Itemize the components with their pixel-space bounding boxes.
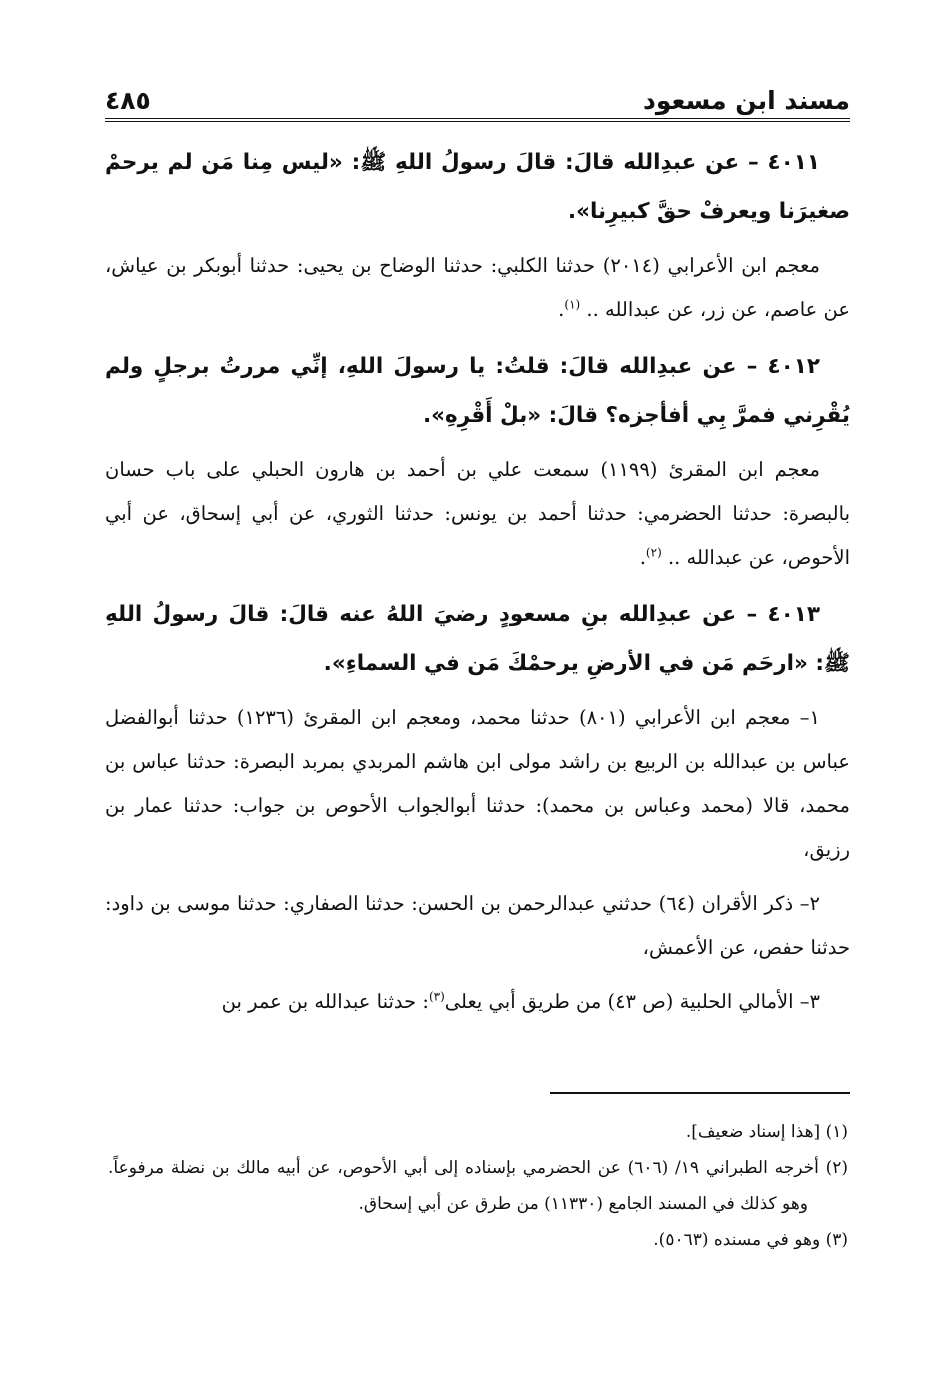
footnotes: [108, 1114, 848, 1258]
source-4012-text: معجم ابن المقرئ (١١٩٩) سمعت علي بن أحمد بن هارون الحبلي على باب حسان بالبصرة: حدثنا الحضرمي: حدثنا أحمد بن يونس: حدثنا الثوري، عن أبي إسحاق، عن أبي الأحوص، عن عبدالله ..: [105, 458, 850, 569]
hadith-4011: ٤٠١١ – عن عبدِالله قالَ: قالَ رسولُ اللهِ ﷺ: «ليس مِنا مَن لم يرحمْ صغيرَنا ويعرفْ حقَّ كبيرِنا».: [105, 150, 850, 224]
footnote-2: (٢) أخرجه الطبراني ١٩/ (٦٠٦) عن الحضرمي بإسناده إلى أبي الأحوص، عن أبيه مالك بن نضلة مرفوعاً. وهو كذلك في المسند الجامع (١١٣٣٠) من طرق عن أبي إسحاق.: [108, 1158, 849, 1214]
page-header: [105, 78, 850, 122]
page-body: [105, 138, 850, 1024]
footnote-separator: [550, 1092, 850, 1094]
page-number: ٤٨٥: [105, 86, 151, 115]
book-page: [105, 78, 850, 1034]
source-4011: معجم ابن الأعرابي (٢٠١٤) حدثنا الكلبي: حدثنا الوضاح بن يحيى: حدثنا أبوبكر بن عياش، عن عاصم، عن زر، عن عبدالله .. $^{(١)}$.: [105, 254, 850, 321]
source-4013-2: ٢– ذكر الأقران (٦٤) حدثني عبدالرحمن بن الحسن: حدثنا الصفاري: حدثنا موسى بن داود: حدثنا حفص، عن الأعمش،: [105, 892, 850, 959]
hadith-4012: ٤٠١٢ – عن عبدِالله قالَ: قلتُ: يا رسولَ اللهِ، إنِّي مررتُ برجلٍ ولم يُقْرِني فمرَّ بِي أفأجزه؟ قالَ: «بلْ أَقْرِهِ».: [105, 354, 850, 428]
footnote-ref-2: (٢): [645, 545, 662, 560]
source-4013-1: ١– معجم ابن الأعرابي (٨٠١) حدثنا محمد، ومعجم ابن المقرئ (١٢٣٦) حدثنا أبوالفضل عباس بن عبدالله بن الربيع بن راشد مولى ابن هاشم المربدي بمربد البصرة: حدثنا عباس بن محمد، قالا (محمد وعباس بن محمد): حدثنا أبوالجواب الأحوص بن جواب: حدثنا عمار بن رزيق،: [105, 706, 850, 861]
source-4011-text: معجم ابن الأعرابي (٢٠١٤) حدثنا الكلبي: حدثنا الوضاح بن يحيى: حدثنا أبوبكر بن عياش، عن عاصم، عن زر، عن عبدالله ..: [105, 254, 850, 321]
hadith-4013: ٤٠١٣ – عن عبدِالله بنِ مسعودٍ رضيَ اللهُ عنه قالَ: قالَ رسولُ اللهِ ﷺ: «ارحَم مَن في الأرضِ يرحمْكَ مَن في السماءِ».: [105, 602, 850, 676]
footnote-ref-3: (٣): [428, 989, 445, 1004]
source-4012: معجم ابن المقرئ (١١٩٩) سمعت علي بن أحمد بن هارون الحبلي على باب حسان بالبصرة: حدثنا الحضرمي: حدثنا أحمد بن يونس: حدثنا الثوري، عن أبي إسحاق، عن أبي الأحوص، عن عبدالله .. $^{(٢)}$.: [105, 458, 850, 569]
footnote-1: (١) [هذا إسناد ضعيف].: [685, 1122, 848, 1142]
footnote-3: (٣) وهو في مسنده (٥٠٦٣).: [653, 1230, 848, 1250]
source-4013-3: [105, 980, 850, 1024]
running-title: مسند ابن مسعود: [643, 86, 850, 115]
source-4013-3-text: ٣– الأمالي الحلبية (ص ٤٣) من طريق أبي يعلى: [444, 990, 820, 1013]
source-4013-3-continued: : حدثنا عبدالله بن عمر بن: [221, 990, 429, 1013]
footnote-ref-1: (١): [564, 297, 581, 312]
